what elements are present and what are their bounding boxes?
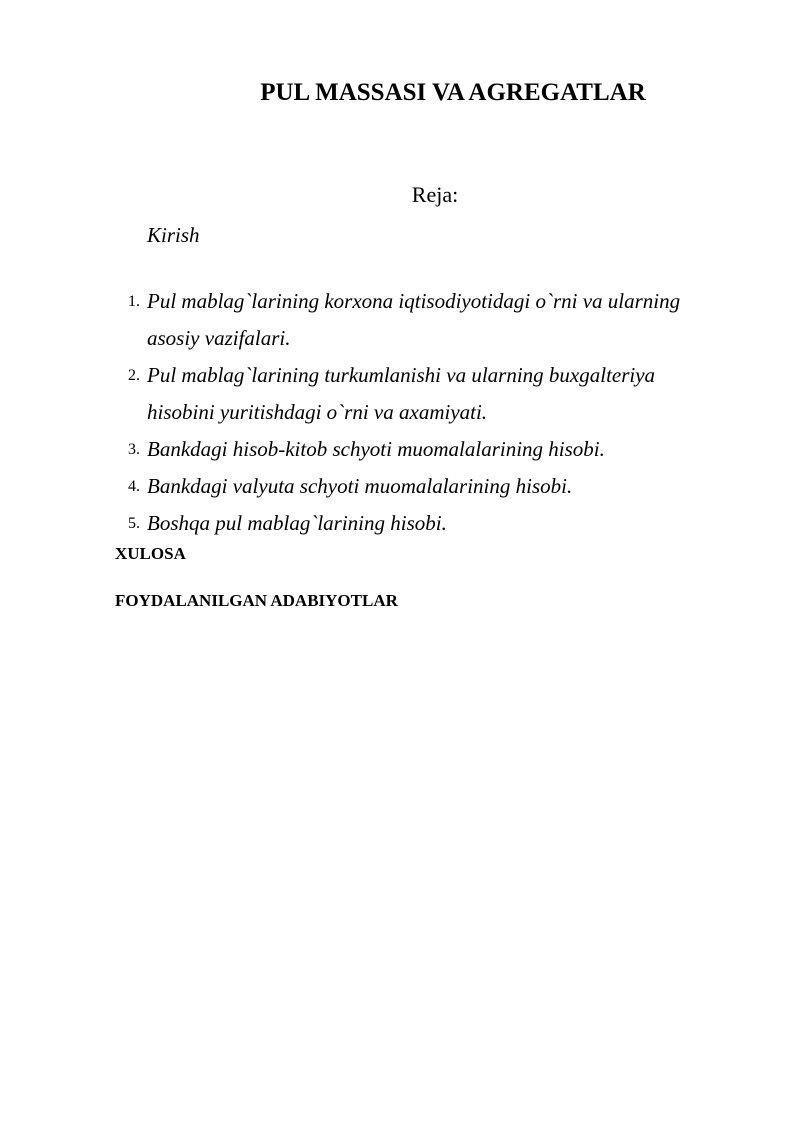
plan-item-1 [0,283,800,357]
plan-item-text: Boshqa pul mablag`larining hisobi. [147,511,447,535]
plan-item-text: Pul mablag`larining korxona iqtisodiyotidagi o`rni va ularning asosiy vazifalari. [147,289,681,350]
plan-item-number: 4. [128,478,140,495]
plan-heading: Reja: [411,182,459,207]
plan-item-5 [0,505,800,542]
plan-item-text: Bankdagi valyuta schyoti muomalalarining hisobi. [147,474,573,498]
plan-item-number: 1. [128,293,140,310]
plan-item-number: 3. [128,441,140,458]
plan-item-text: Pul mablag`larining turkumlanishi va ularning buxgalteriya hisobini yuritishdagi o`rni va axamiyati. [147,363,656,424]
plan-item-number: 5. [128,515,140,532]
plan-item-text: Bankdagi hisob-kitob schyoti muomalalarining hisobi. [147,437,605,461]
plan-item-3 [0,431,800,468]
conclusion-heading: XULOSA [115,544,186,563]
plan-list [0,283,800,542]
intro-item: Kirish [147,223,200,247]
plan-item-number: 2. [128,367,140,384]
plan-item-4 [0,468,800,505]
document-title: PUL MASSASI VA AGREGATLAR [260,79,646,106]
plan-item-2 [0,357,800,431]
references-heading: FOYDALANILGAN ADABIYOTLAR [115,591,398,610]
